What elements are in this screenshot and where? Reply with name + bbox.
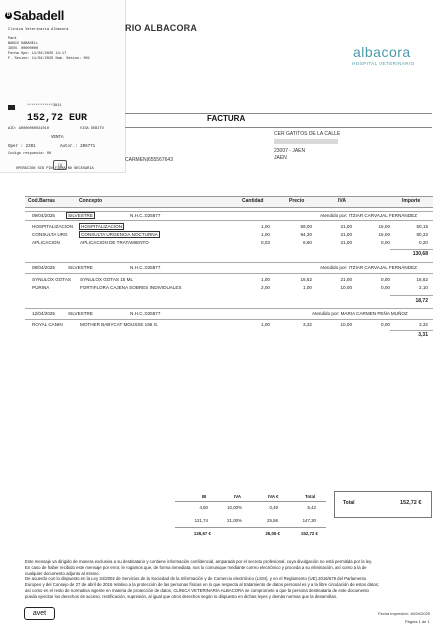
row-qty: 1,00 — [261, 277, 270, 282]
row-price: 6,60 — [303, 240, 312, 245]
summary-iva: 21,00% — [227, 518, 242, 523]
row-iva: 21,00 — [340, 240, 352, 245]
subtotal-divider — [390, 295, 433, 296]
summary-divider — [175, 501, 326, 502]
group-nhc: N.H.C.:025877 — [130, 311, 161, 316]
group-date: 12/04/2025 — [32, 311, 55, 316]
group-pet: SILVESTRE — [68, 265, 93, 270]
response-code: Codigo respuesta: 00 — [8, 152, 52, 156]
card-icon — [8, 105, 15, 110]
group-date: 09/04/2025 — [32, 213, 55, 218]
legal-line: pueda ejercitar los derechos de acceso, rectificación, supresión, al igual que otros derechos según lo dispuesto en dichas leyes y demás normas que la desarrollan. — [25, 593, 338, 599]
aid: AID: A0000000031010 — [8, 127, 49, 131]
summary-bi: 121,74 — [194, 518, 208, 523]
group-pet: SILVESTRE — [68, 311, 93, 316]
group-divider — [25, 308, 433, 309]
row-qty: 2,00 — [261, 285, 270, 290]
receipt-line: F. Sesion: 11/04/2025 Num. Sesion: 001 — [8, 57, 90, 61]
avet-logo: avet — [24, 607, 55, 620]
subtotal-divider — [390, 249, 433, 250]
row-iva: 21,00 — [340, 232, 352, 237]
row-iva: 10,00 — [340, 285, 352, 290]
clinic-title: RIO ALBACORA — [125, 23, 198, 33]
row-amount: 80,32 — [416, 232, 428, 237]
row-amount: 2,10 — [419, 285, 428, 290]
row-code: CONSULTA URG — [32, 232, 68, 237]
row-amount: 16,62 — [416, 277, 428, 282]
autor-number: Autor.: 206771 — [60, 145, 96, 149]
contactless-icon: ))) — [53, 160, 67, 170]
brand-subtitle: HOSPITAL VETERINARIO — [352, 61, 415, 66]
receipt-line: Fecha Ope: 11/04/2025 14:17 — [8, 52, 67, 56]
col-concepto: Concepto — [79, 198, 103, 204]
row-code: APLICACION — [32, 240, 60, 245]
sale-label: VENTA — [51, 136, 64, 140]
group-attended: Atendido por: MARIA CARMEN PEÑA MUÑOZ — [312, 311, 408, 316]
row-qty: 1,00 — [261, 232, 270, 237]
summary-divider — [175, 527, 326, 528]
group-date: 08/04/2025 — [32, 265, 55, 270]
row-concept: MOTHER BABYCAT MOUSSE 195 G. — [80, 322, 159, 327]
summary-total-bi: 126,67 € — [193, 531, 211, 536]
receipt-line: BANCO SABADELL — [8, 42, 39, 46]
row-concept: FORTIFLORA CAJENA SOBRES INDIVIDUALES — [80, 285, 182, 290]
row-price: 59,00 — [300, 224, 312, 229]
col-iva: IVA — [338, 198, 346, 204]
row-concept: APLICACION DE TRATAMIENTO — [80, 240, 149, 245]
receipt-line: Pant — [8, 37, 17, 41]
summary-iva-eur: 0,49 — [269, 505, 278, 510]
row-price: 3,32 — [303, 322, 312, 327]
factura-bar — [125, 113, 432, 128]
row-code: HOSPITALIZACION — [32, 224, 74, 229]
group-subtotal: 3,31 — [418, 332, 428, 338]
summary-header-iva-eur: IVA € — [268, 494, 279, 499]
row-concept: SYNULOX GOTAS 15 ML — [80, 277, 134, 282]
row-code: SYNULOX GOTAS — [32, 277, 71, 282]
group-pet: SILVESTRE — [68, 213, 93, 218]
row-iva: 10,00 — [340, 322, 352, 327]
row-code: ROYAL CANIN — [32, 322, 63, 327]
summary-total: 5,42 — [307, 505, 316, 510]
row-qty: 0,03 — [261, 240, 270, 245]
row-amount: 0,20 — [419, 240, 428, 245]
summary-header-bi: BI — [202, 494, 207, 499]
total-label: Total — [343, 500, 355, 506]
row-price: 1,00 — [303, 285, 312, 290]
group-divider — [25, 273, 433, 274]
card-number: ************3811 — [27, 104, 62, 108]
customer-city: JAEN — [274, 155, 287, 161]
legal-notice — [25, 559, 433, 600]
group-divider — [25, 319, 433, 320]
col-precio: Precio — [289, 198, 305, 204]
receipt-line: IDEN. 00000000 — [8, 47, 39, 51]
row-amount: 50,15 — [416, 224, 428, 229]
albacora-logo: albacora — [353, 44, 411, 60]
row-discount: 0,00 — [381, 240, 390, 245]
legal-line: cualquier documento adjunto al mismo. — [25, 570, 100, 576]
row-qty: 1,00 — [261, 224, 270, 229]
summary-header-iva: IVA — [234, 494, 241, 499]
summary-total: 147,30 — [302, 518, 316, 523]
page-number: Página 1 de 1 — [405, 619, 430, 624]
card-payment-receipt — [0, 0, 126, 173]
group-attended: Atendido por: ITZIAR CARVAJAL FERNÁNDEZ — [320, 213, 417, 218]
pin-note: OPERACION SIN PIN FIRMA NO NECESARIA — [16, 167, 94, 171]
row-discount: 0,00 — [381, 285, 390, 290]
legal-line: así como en el resto de normativa vigente en materia de protección de datos, CLÍNICA VETERINARIA ALBACORA se compromete a que la persona destinataria de este documento — [25, 587, 369, 593]
bank-name: Sabadell — [13, 8, 65, 23]
row-amount: 3,32 — [419, 322, 428, 327]
row-qty: 1,00 — [261, 322, 270, 327]
oper-number: Oper : 2391 — [8, 145, 36, 149]
total-value: 152,72 € — [400, 500, 422, 506]
receipt-clinic-name: Clínica Veterinaria Albacora — [8, 28, 69, 32]
subtotal-divider — [390, 330, 433, 331]
legal-line: En caso de haber recibido este mensaje por error, le rogamos que, de forma inmediata, nos lo comunique mediante correo electrónico y proceda a su eliminación, así como a la de — [25, 564, 367, 570]
group-divider — [25, 220, 433, 221]
row-discount: 0,00 — [381, 277, 390, 282]
row-iva: 21,00 — [340, 277, 352, 282]
summary-total-iva: 26,05 € — [265, 531, 280, 536]
row-iva: 21,00 — [340, 224, 352, 229]
group-subtotal: 130,68 — [412, 251, 428, 257]
print-date: Fecha Impresión: 16/04/2025 — [378, 611, 431, 616]
row-price: 94,30 — [300, 232, 312, 237]
group-attended: Atendido por: ITZIAR CARVAJAL FERNÁNDEZ — [320, 265, 417, 270]
group-nhc: N.H.C.:025877 — [130, 265, 161, 270]
row-code: PURINA — [32, 285, 50, 290]
col-importe: Importe — [402, 198, 421, 204]
summary-grand-total: 152,72 € — [300, 531, 318, 536]
group-nhc: N.H.C.:025877 — [130, 213, 161, 218]
payment-amount: 152,72 EUR — [27, 113, 88, 124]
row-concept: CONSULTA URGENCIA NOCTURNA — [81, 232, 158, 237]
redacted-area — [274, 139, 338, 144]
summary-header-total: Total — [305, 494, 316, 499]
col-cod-barras: Cod.Barras — [28, 198, 55, 204]
legal-line: De acuerdo con lo dispuesto en la Ley 34/2002 de Servicios de la Sociedad de la Información y de Comercio electrónico (LSSI), y en el Reglamento (UE) 2016/679 del Parlamento — [25, 576, 367, 582]
document-title: FACTURA — [207, 114, 246, 123]
customer-name: CARMEN|655567643 — [125, 157, 173, 163]
summary-iva-eur: 25,56 — [267, 518, 278, 523]
sabadell-logo-icon: B — [6, 12, 11, 18]
row-concept: HOSPITALIZACION — [81, 224, 123, 229]
col-cantidad: Cantidad — [242, 198, 264, 204]
group-divider — [25, 262, 433, 263]
legal-line: Europeo y del Consejo de 27 de abril de 2016 relativo a la protección de las personas físicas en lo que respecta al tratamiento de datos personal es y a la libre circulación de estos datos; — [25, 582, 379, 588]
summary-bi: 4,60 — [199, 505, 208, 510]
legal-line: Este mensaje va dirigido de manera exclusiva a su destinatario y contiene información confidencial, amparada por el secreto profesional, cuya divulgación no está permitida por la ley. — [25, 559, 373, 564]
customer-street: CER GATITOS DE LA CALLE — [274, 131, 341, 137]
group-subtotal: 18,72 — [415, 298, 428, 304]
row-price: 16,62 — [300, 277, 312, 282]
row-discount: 0,00 — [381, 322, 390, 327]
summary-iva: 10,00% — [227, 505, 242, 510]
row-discount: 15,00 — [378, 232, 390, 237]
customer-postal: 23007 - JAEN — [274, 148, 306, 154]
card-type: VISA DEBITO — [80, 127, 104, 131]
row-discount: 15,00 — [378, 224, 390, 229]
